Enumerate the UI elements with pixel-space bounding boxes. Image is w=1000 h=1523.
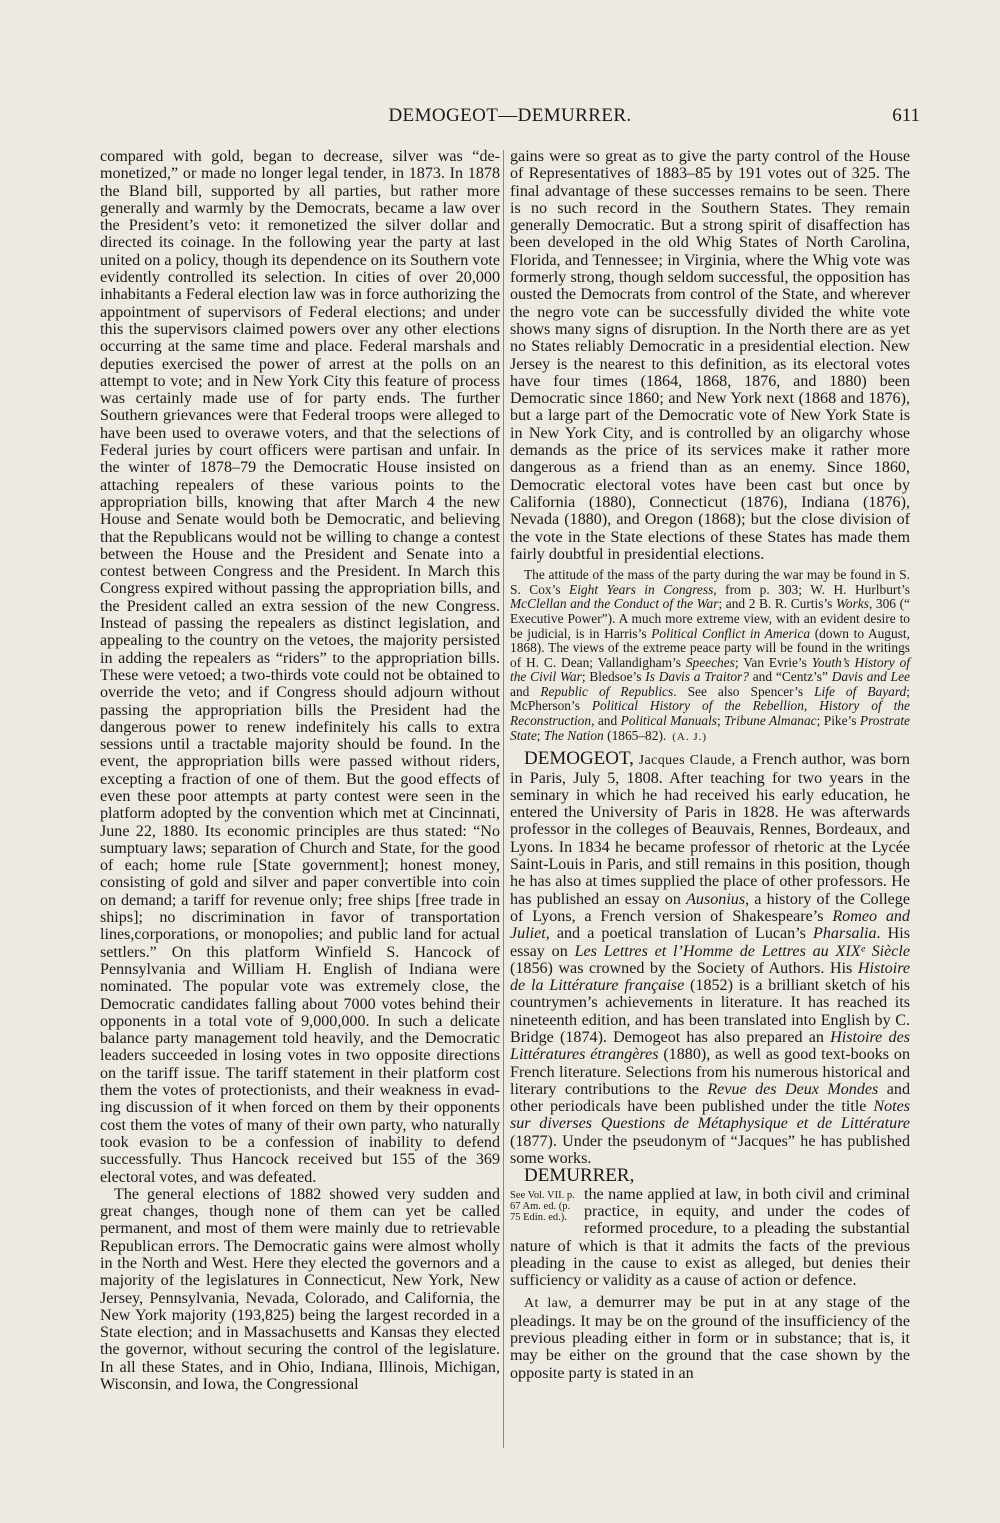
- entry-text: , a history of the College of Lyons, a French version of Shakespeare’s: [510, 890, 910, 925]
- note-text: ; and 2 B. R. Curtis’s: [718, 596, 836, 612]
- note-text: ; Van Evrie’s: [734, 654, 812, 670]
- author-signature: (A. J.): [672, 730, 708, 743]
- entry-headword: DEMURRER,: [524, 1167, 635, 1187]
- entry-text: and other periodicals have been published under the title: [510, 1080, 910, 1116]
- note-title: Life of Bayard: [814, 683, 907, 699]
- entry-demogeot: [510, 750, 910, 1167]
- note-text: ;: [717, 713, 725, 729]
- note-title: Prostrate State: [510, 713, 910, 743]
- note-title: Political History of the Rebellion, History of the Reconstruction,: [510, 698, 910, 729]
- note-text: , 306 (“ Executive Power”). A much more extreme view, with an evident desire to be judicial, is in Harris’s: [510, 596, 910, 641]
- note-text: . See also Spencer’s: [673, 683, 815, 699]
- work-title: Notes sur diverses Questions de Métaphysique et de Littérature: [510, 1098, 910, 1133]
- entry-text: a French author, was born in Paris, July 5, 1808. After teaching for two years in the seminary in which he had received his early education, he entered the University of Paris in 1828. He was afterwards professor in the colleges of Beauvais, Rennes, Bordeaux, and Lyons. In 1834 he became professor of rhetoric at the Lycée Saint-Louis in Paris, and still remains in this position, though he has also at times supplied the place of other professors. He has published an essay on: [510, 751, 910, 908]
- entry-text: , and a poetical translation of Lucan’s: [545, 925, 814, 943]
- body-paragraph: compared with gold, began to decrease, silver was “demonetized,” or made no longer legal tender, in 1873. In 1878 the Bland bill, supported by all parties, but rather more generally and warmly by the Democrats, became a law over the President’s veto: it remonetized the silver dollar and directed its coinage. In the following year the party at last united on a policy, though its dependence on its Southern vote evidently controlled its selection. In cities of over 20,000 inhabitants a Federal election law was in force authorizing the appointment of supervisors of Federal elections; and under this the supervisors claimed powers over any other elections occurring at the same time and place. Federal marshals and deputies exercised the power of arrest at the polls on an attempt to vote; and in New York City this feature of process was certainly made use of for party ends. The further Southern grievances were that Federal troops were alleged to have been used to overawe voters, and that the selections of Federal juries by court officers were partisan and unfair. In the winter of 1878–79 the Democratic House insisted on attaching repealers of these various points to the appropriation bills, knowing that after March 4 the new House and Senate would both be Democratic, and believing that the Republicans would not be willing to change a contest between the House and the President and Senate into a contest between Congress and the President. In March this Congress expired without passing the appropriation bills, and the President called an extra session of the new Congress. Instead of passing the repealers as distinct legislation, and appealing to the country on the vetoes, the majority persisted in adding the repealers as “riders” to the appropriation bills. These were vetoed; a two-thirds vote could not be obtained to override the veto; and if Congress should adjourn without passing the appropriation bills the President had the dangerous power to renew indefinitely his calls to extra sessions until a tractable majority should be found. In the event, the appropriation bills were passed without riders, excepting a fraction of one of them. But the good effects of even these poor attempts at party contest were seen in the platform adopted by the convention which met at Cincinnati, June 22, 1880. Its economic principles are thus stated: “No sumptuary laws; separation of Church and State, for the good of each; home rule [State government]; honest money, consisting of gold and silver and paper convertible into coin on demand; a tariff for revenue only; free ships [free trade in ships]; no discrimination in favor of transportation lines,corporations, or monopolies; and public land for actual settlers.” On this platform Winfield S. Hancock of Pennsylvania and William H. English of Indiana were nominated. The popular vote was extremely close, the Democratic candidates falling about 7000 votes behind their opponents in a total vote of 9,000,000. In such a delicate balance party management told heavily, and the Democratic leaders succeeded in losing votes in two opposite directions on the tariff issue. The tariff statement in their platform cost them the votes of protectionists, and their weakness in evading discussion of it when forced on them by their opponents cost them the votes of many of their own party, who naturally took evasion to be a confession of inability to defend successfully. Thus Hancock received but 155 of the 369 electoral votes, and was defeated.: [100, 148, 500, 1186]
- entry-text: (1877). Under the pseudonym of “Jacques” he has published some works.: [510, 1132, 910, 1168]
- work-title: Histoire de la Littérature française: [510, 959, 910, 995]
- note-title: Works: [835, 596, 869, 612]
- column-divider: [503, 150, 504, 1448]
- bibliography-note: [510, 568, 910, 744]
- left-column: [100, 148, 500, 1393]
- note-title: Political Conflict in America: [651, 625, 811, 641]
- entry-demurrer-lead: [510, 1167, 910, 1185]
- body-paragraph: gains were so great as to give the party control of the House of Representatives of 1883–85 by 191 votes out of 325. The final advantage of these successes remains to be seen. There is no such record in the Southern States. They remain generally Democratic. But a strong spirit of disaffection has been developed in the old Whig States of North Carolina, Florida, and Tennessee; in Virginia, where the Whig vote was formerly strong, though seldom successful, the opposition has ousted the Democrats from control of the State, and wherever the negro vote can be successfully divided the white vote shows many signs of disruption. In the North there are as yet no States reliably Democratic in a presidential election. New Jersey is the nearest to this definition, as its electoral votes have four times (1864, 1868, 1876, and 1880) been Democratic since 1860; and New York next (1868 and 1876), but a large part of the Democratic vote of New York State is in New York City, and is controlled by an oligarchy whose demands as the price of its services make it rather more dangerous as a friend than as an enemy. Since 1860, Democratic electoral votes have been cast but once by California (1880), Connecticut (1876), Indiana (1876), Nevada (1880), and Oregon (1868); but the close division of the vote in the State elections of these States has made them fairly doubtful in presidential elections.: [510, 148, 910, 563]
- note-text: , from p. 303; W. H. Hurlburt’s: [713, 581, 911, 597]
- work-title: Pharsalia: [813, 925, 877, 943]
- work-title: Histoire des Littératures étrangères: [510, 1029, 910, 1064]
- note-title: Eight Years in Congress: [569, 581, 714, 597]
- work-title: Romeo and Juliet: [510, 907, 910, 943]
- note-title: Republic of Republics: [540, 683, 674, 699]
- entry-text: the name applied at law, in both civil and criminal practice, in equity, and under the codes of reformed procedure, to a pleading the substantial nature of which is that it admits the facts of the previous pleading in the cause to exist as alleged, but denies their sufficiency or validity as a cause of action or defence.: [510, 1185, 910, 1290]
- note-title: Youth’s History of the Civil War: [510, 654, 910, 685]
- entry-headword: DEMOGEOT,: [524, 748, 634, 770]
- note-text: ; McPherson’s: [510, 683, 910, 714]
- entry-text: (1852) is a brilliant sketch of his countrymen’s achievements in literature. It has reached its nineteenth edition, and has been translated into English by C. Bridge (1874). Demogeot has also prepared an: [510, 977, 910, 1046]
- note-title: Political Manuals: [620, 713, 718, 729]
- note-text: The attitude of the mass of the party during the war may be found in S. S. Cox’s: [510, 567, 910, 597]
- entry-full-name: Jacques Claude,: [638, 753, 736, 769]
- running-head: DEMOGEOT—DEMURRER.: [388, 105, 632, 126]
- cross-reference-sidenote: See Vol. VII. p. 67 Am. ed. (p. 75 Edin. ed.).: [510, 1189, 575, 1224]
- page-number: 611: [892, 105, 920, 126]
- at-law-paragraph: [510, 1294, 910, 1381]
- note-title: Is Davis a Traitor?: [645, 669, 749, 685]
- work-title: Les Lettres et l’Homme de Lettres au XIXᵉ Siècle: [574, 942, 910, 960]
- note-title: Speeches: [685, 654, 735, 670]
- note-text: and: [510, 683, 541, 699]
- work-title: Ausonius: [686, 890, 746, 908]
- note-title: Davis and Lee: [831, 669, 911, 685]
- entry-text: (1880), as well as good text-books on French literature. Selections from his numerous historical and literary contributions to the: [510, 1046, 910, 1098]
- note-text: and “Centz’s”: [748, 669, 832, 685]
- note-text: ; Pike’s: [816, 713, 860, 729]
- body-paragraph: The general elections of 1882 showed very sudden and great changes, though none of them can yet be called permanent, and most of them were mainly due to retrievable Republican errors. The Democratic gains were almost wholly in the North and West. Here they elected the governors and a majority of the legislatures in Connecticut, New York, New Jersey, Pennsylvania, Nevada, Colorado, and California, the New York majority (193,825) being the largest recorded in a State election; and in Massachusetts and Kansas they elected the governor, without securing the control of the legislature. In all these States, and in Ohio, Indiana, Illinois, Michigan, Wisconsin, and Iowa, the Congressional: [100, 1185, 500, 1394]
- entry-text: (1856) was crowned by the Society of Authors. His: [510, 959, 858, 977]
- entry-text: . His essay on: [510, 925, 911, 960]
- note-text: ;: [536, 727, 544, 743]
- work-title: Revue des Deux Mondes: [707, 1080, 879, 1098]
- note-title: Tribune Almanac: [724, 713, 817, 729]
- note-text: (down to August, 1868). The views of the extreme peace party will be found in the writings of H. C. Dean; Vallandigham’s: [510, 625, 910, 670]
- entry-demurrer: [510, 1167, 910, 1289]
- note-text: (1865–82).: [603, 727, 667, 743]
- note-title: McClellan and the Conduct of the War: [510, 596, 719, 612]
- page-header: [100, 105, 920, 135]
- note-text: and: [594, 713, 621, 729]
- paragraph-lead: At law,: [524, 1296, 572, 1312]
- paragraph-text: a demurrer may be put in at any stage of the pleadings. It may be on the ground of the insufficiency of the previous pleading either in form or in substance; that is, it may be either on the ground that the case shown by the opposite party is stated in an: [510, 1294, 910, 1382]
- right-column: [510, 148, 910, 1382]
- note-text: ; Bledsoe’s: [581, 669, 646, 685]
- note-title: The Nation: [543, 727, 604, 743]
